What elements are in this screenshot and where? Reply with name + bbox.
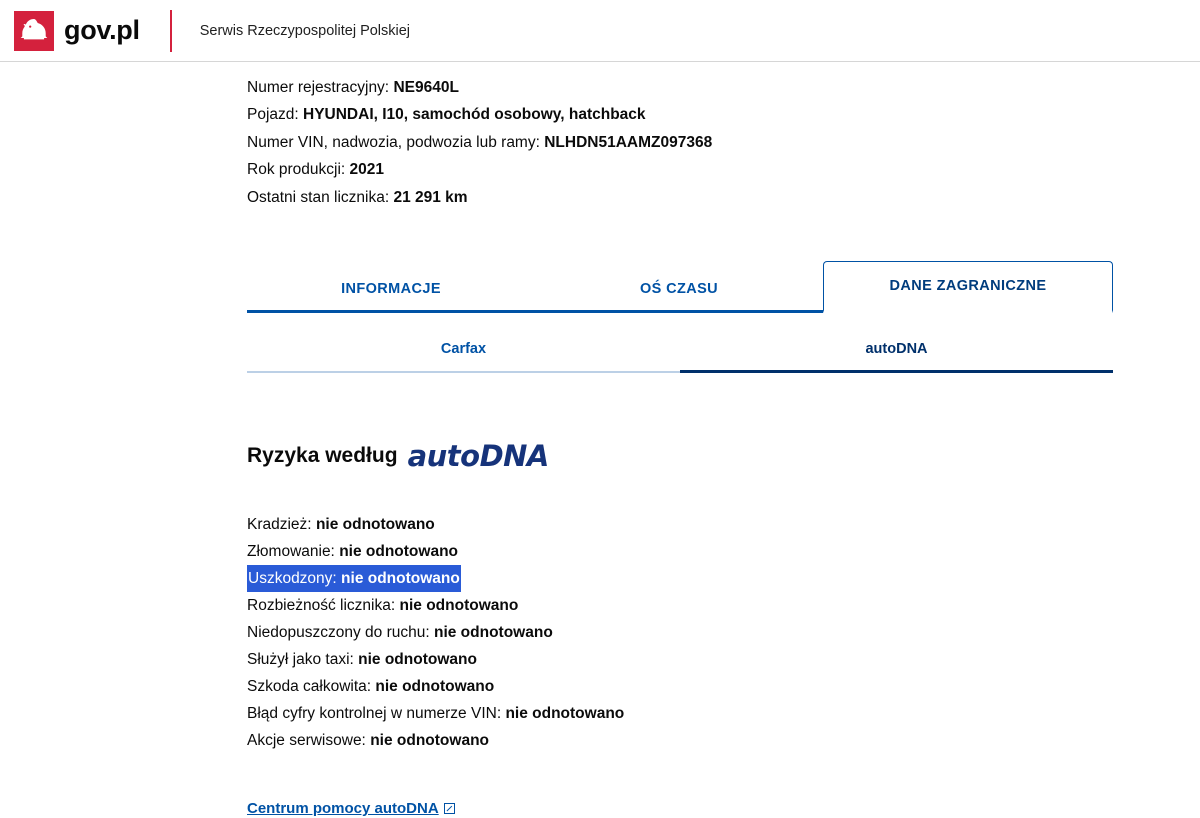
- help-link-wrapper: [247, 754, 1140, 818]
- gov-wordmark: gov.pl: [64, 15, 140, 45]
- list-item: [247, 673, 1140, 700]
- subtab-autodna[interactable]: autoDNA: [680, 327, 1113, 373]
- autodna-logo: autoDNA: [407, 439, 549, 474]
- vehicle-row: [247, 129, 1140, 156]
- risk-list: [247, 511, 1140, 754]
- risk-row: [247, 624, 553, 641]
- risk-row: [247, 597, 518, 614]
- secondary-tabs: [247, 327, 1113, 373]
- vehicle-label: Pojazd:: [247, 106, 299, 124]
- risks-heading-text: Ryzyka według: [247, 444, 398, 468]
- risk-label: Kradzież:: [247, 516, 312, 534]
- list-item: [247, 511, 1140, 538]
- list-item: [247, 538, 1140, 565]
- risk-row: [247, 678, 494, 695]
- risk-value: nie odnotowano: [375, 678, 495, 696]
- list-item: [247, 646, 1140, 673]
- risk-row: [247, 705, 624, 722]
- external-link-icon: [444, 803, 455, 814]
- vehicle-value: NLHDN51AAMZ097368: [544, 133, 713, 151]
- header-divider: [170, 10, 172, 52]
- list-item: [247, 700, 1140, 727]
- vehicle-row: [247, 101, 1140, 128]
- risk-label: Uszkodzony:: [248, 570, 337, 588]
- risk-label: Złomowanie:: [247, 543, 335, 561]
- risk-value: nie odnotowano: [358, 651, 477, 669]
- primary-tabs: [247, 267, 1113, 313]
- risk-value: nie odnotowano: [433, 624, 553, 642]
- list-item: [247, 619, 1140, 646]
- risk-value: nie odnotowano: [315, 516, 435, 534]
- risk-row: [247, 543, 458, 560]
- main-content: [0, 62, 1200, 818]
- vehicle-label: Numer rejestracyjny:: [247, 79, 390, 96]
- risk-label: Rozbieżność licznika:: [247, 597, 396, 615]
- risk-value: nie odnotowano: [370, 732, 490, 750]
- risk-label: Szkoda całkowita:: [247, 678, 372, 696]
- vehicle-row: [247, 184, 1140, 211]
- vehicle-value: HYUNDAI, I10, samochód osobowy, hatchback: [303, 106, 646, 124]
- list-item: [247, 565, 1140, 592]
- vehicle-label: Rok produkcji:: [247, 161, 346, 179]
- risk-row: [247, 651, 477, 668]
- risk-value: nie odnotowano: [399, 597, 519, 615]
- tab-os-czasu[interactable]: OŚ CZASU: [535, 267, 823, 313]
- vehicle-row: [247, 74, 1140, 101]
- subtab-carfax[interactable]: Carfax: [247, 327, 680, 373]
- header-subtitle: Serwis Rzeczypospolitej Polskiej: [199, 22, 411, 39]
- polish-eagle-icon: [14, 11, 54, 51]
- risk-value: nie odnotowano: [505, 705, 625, 723]
- vehicle-row: [247, 156, 1140, 183]
- risk-row: [247, 732, 489, 749]
- risks-heading: [247, 439, 1140, 473]
- list-item: [247, 727, 1140, 754]
- risk-label: Niedopuszczony do ruchu:: [247, 624, 430, 642]
- risk-value: nie odnotowano: [341, 570, 460, 588]
- vehicle-value: NE9640L: [393, 79, 459, 96]
- risk-row-selected: [247, 565, 461, 592]
- vehicle-label: Ostatni stan licznika:: [247, 188, 390, 206]
- risk-label: Służył jako taxi:: [247, 651, 354, 669]
- vehicle-value: 2021: [349, 161, 385, 179]
- site-header: [0, 0, 1200, 62]
- tab-dane-zagraniczne[interactable]: DANE ZAGRANICZNE: [823, 261, 1113, 313]
- list-item: [247, 592, 1140, 619]
- risk-value: nie odnotowano: [339, 543, 459, 561]
- gov-logo[interactable]: [14, 11, 140, 51]
- risk-label: Błąd cyfry kontrolnej w numerze VIN:: [247, 705, 502, 723]
- autodna-help-link[interactable]: [247, 800, 455, 817]
- tab-informacje[interactable]: INFORMACJE: [247, 267, 535, 313]
- vehicle-value: 21 291 km: [393, 188, 468, 206]
- risk-label: Akcje serwisowe:: [247, 732, 366, 750]
- help-link-label: Centrum pomocy autoDNA: [247, 800, 439, 818]
- vehicle-label: Numer VIN, nadwozia, podwozia lub ramy:: [247, 133, 540, 151]
- risk-row: [247, 516, 435, 533]
- vehicle-summary: [247, 74, 1140, 211]
